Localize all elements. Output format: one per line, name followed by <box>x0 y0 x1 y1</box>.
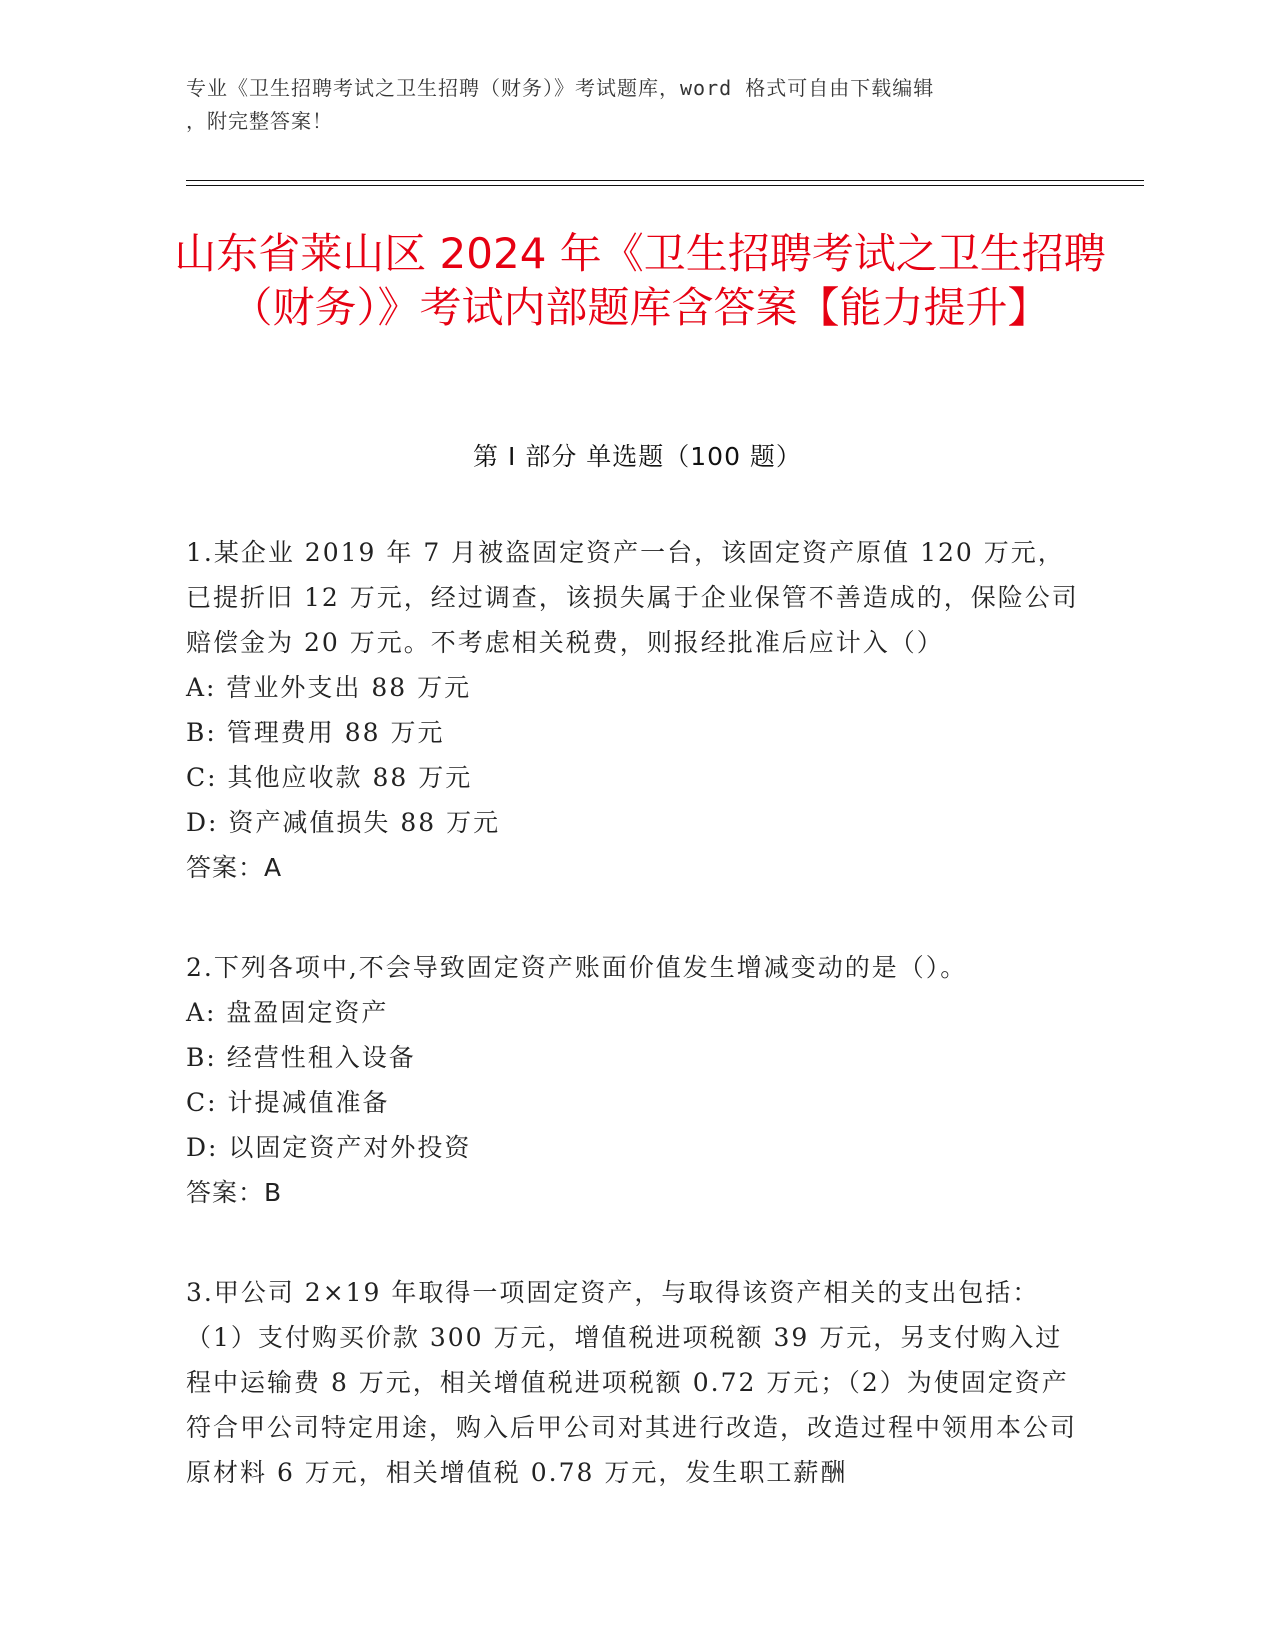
question-list <box>186 530 1086 1495</box>
option-d: D: 资产减值损失 88 万元 <box>186 808 501 837</box>
header-divider-bottom <box>186 185 1144 186</box>
option-b: B: 经营性租入设备 <box>186 1043 416 1072</box>
option-a: A: 营业外支出 88 万元 <box>186 673 472 702</box>
answer: 答案：B <box>186 1178 283 1207</box>
question-stem: 2.下列各项中,不会导致固定资产账面价值发生增减变动的是（）。 <box>186 953 968 982</box>
option-b: B: 管理费用 88 万元 <box>186 718 445 747</box>
option-c: C: 其他应收款 88 万元 <box>186 763 473 792</box>
header-note-line-1: 专业《卫生招聘考试之卫生招聘（财务）》考试题库，word 格式可自由下载编辑 <box>186 76 935 100</box>
option-d: D: 以固定资产对外投资 <box>186 1133 472 1162</box>
header-divider-top <box>186 180 1144 181</box>
question-3 <box>186 1270 1086 1495</box>
option-c: C: 计提减值准备 <box>186 1088 390 1117</box>
header-note-line-2: ，附完整答案！ <box>186 109 333 133</box>
question-stem: 1.某企业 2019 年 7 月被盗固定资产一台，该固定资产原值 120 万元，已提折旧 12 万元，经过调查，该损失属于企业保管不善造成的，保险公司赔偿金为 20 万元。不考虑相关税费，则报经批准后应计入（） <box>186 538 1079 657</box>
answer: 答案：A <box>186 853 283 882</box>
section-heading: 第 I 部分 单选题（100 题） <box>473 442 802 471</box>
document-title: 山东省莱山区 2024 年《卫生招聘考试之卫生招聘（财务）》考试内部题库含答案【能力提升】 <box>174 229 1106 332</box>
question-2 <box>186 945 1086 1215</box>
option-a: A: 盘盈固定资产 <box>186 998 389 1027</box>
question-stem: 3.甲公司 2×19 年取得一项固定资产，与取得该资产相关的支出包括：（1）支付购买价款 300 万元，增值税进项税额 39 万元，另支付购入过程中运输费 8 万元，相关增值税进项税额 0.72 万元；（2）为使固定资产符合甲公司特定用途，购入后甲公司对其进行改造，改造过程中领用本公司原材料 6 万元，相关增值税 0.78 万元，发生职工薪酬 <box>186 1278 1078 1487</box>
question-1 <box>186 530 1086 890</box>
document-header-note <box>186 72 1056 138</box>
